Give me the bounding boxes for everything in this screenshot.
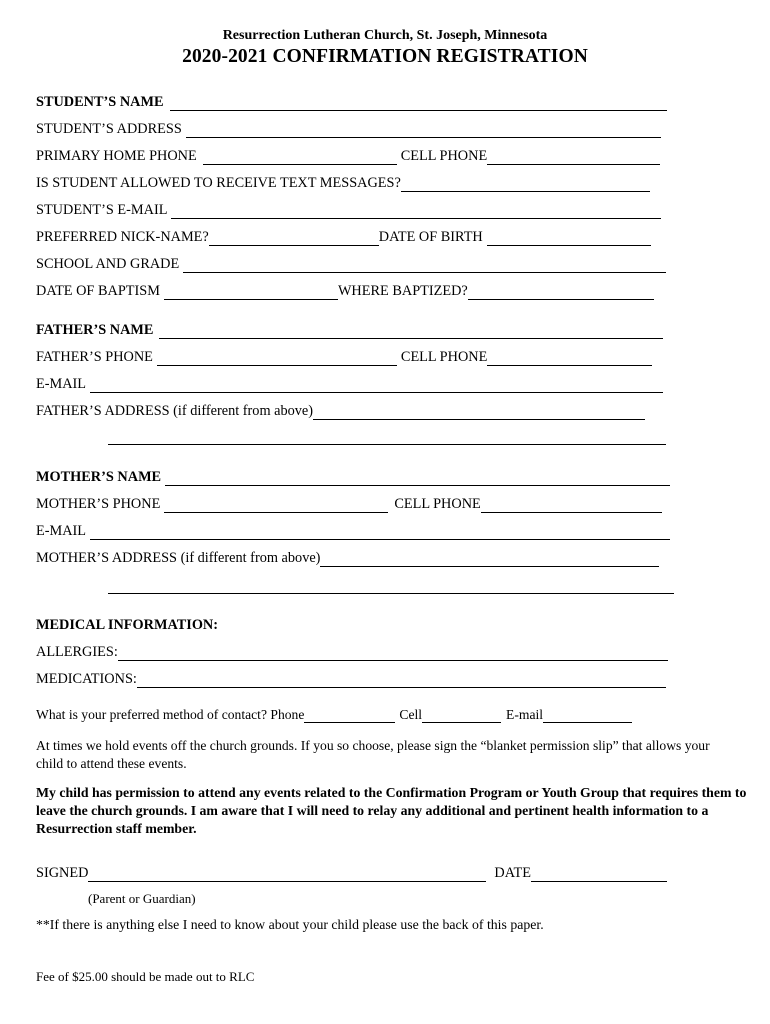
father-address-label: FATHER’S ADDRESS (if different from above) (36, 403, 314, 419)
text-messages-label: IS STUDENT ALLOWED TO RECEIVE TEXT MESSAGES? (36, 175, 401, 191)
text-messages-field[interactable] (401, 178, 650, 192)
mother-phone-field[interactable] (164, 499, 388, 513)
nickname-row (36, 228, 651, 246)
school-field[interactable] (183, 259, 666, 273)
mother-cell-label: CELL PHONE (394, 496, 481, 512)
student-address-field[interactable] (186, 124, 661, 138)
mother-cell-field[interactable] (481, 499, 662, 513)
father-address-field[interactable] (313, 406, 645, 420)
mother-name-row (36, 468, 670, 486)
student-phone-row (36, 147, 660, 165)
student-name-field[interactable] (170, 97, 667, 111)
signed-label: SIGNED (36, 865, 89, 881)
baptized-where-field[interactable] (468, 286, 654, 300)
mother-address-line-2[interactable] (108, 592, 674, 594)
baptism-date-field[interactable] (164, 286, 338, 300)
father-name-row (36, 321, 663, 339)
father-email-field[interactable] (90, 379, 663, 393)
mother-name-field[interactable] (165, 472, 670, 486)
extra-note: **If there is anything else I need to know about your child please use the back of this paper. (36, 917, 544, 932)
student-name-row (36, 93, 667, 111)
date-field[interactable] (531, 868, 667, 882)
allergies-field[interactable] (118, 647, 668, 661)
mother-email-field[interactable] (90, 526, 670, 540)
medications-row (36, 670, 666, 688)
parent-guardian-caption: (Parent or Guardian) (88, 891, 196, 906)
school-label: SCHOOL AND GRADE (36, 256, 180, 272)
permission-intro: At times we hold events off the church grounds. If you so choose, please sign the “blanket permission slip” that allows your child to attend these events. (36, 738, 710, 771)
medical-heading-row (36, 616, 218, 634)
contact-cell-label: Cell (399, 707, 423, 722)
baptism-row (36, 282, 654, 300)
baptized-where-label: WHERE BAPTIZED? (337, 283, 468, 299)
student-email-label: STUDENT’S E-MAIL (36, 202, 168, 218)
mother-address-field[interactable] (320, 553, 659, 567)
mother-name-label: MOTHER’S NAME (36, 469, 162, 485)
baptism-date-label: DATE OF BAPTISM (36, 283, 160, 299)
father-name-field[interactable] (159, 325, 663, 339)
father-address-row (36, 402, 645, 420)
mother-phone-label: MOTHER’S PHONE (36, 496, 161, 512)
father-cell-field[interactable] (487, 352, 652, 366)
allergies-row (36, 643, 668, 661)
contact-question: What is your preferred method of contact? Phone (36, 707, 305, 722)
father-name-label: FATHER’S NAME (36, 322, 154, 338)
father-phone-field[interactable] (157, 352, 397, 366)
nickname-label: PREFERRED NICK-NAME? (36, 229, 209, 245)
father-phone-row (36, 348, 652, 366)
form-title: 2020-2021 CONFIRMATION REGISTRATION (182, 46, 588, 67)
contact-phone-field[interactable] (304, 709, 395, 723)
mother-address-label: MOTHER’S ADDRESS (if different from above) (36, 550, 321, 566)
signature-field[interactable] (88, 868, 486, 882)
medical-heading: MEDICAL INFORMATION: (36, 617, 219, 633)
mother-phone-row (36, 495, 662, 513)
student-email-field[interactable] (171, 205, 661, 219)
student-email-row (36, 201, 661, 219)
allergies-label: ALLERGIES: (36, 644, 118, 660)
father-phone-label: FATHER’S PHONE (36, 349, 153, 365)
permission-statement: My child has permission to attend any events related to the Confirmation Program or Youth Group that requires them to leave the church grounds. I am aware that I will need to relay any additional and pertinent health information to a Resurrection staff member. (36, 785, 747, 836)
text-messages-row (36, 174, 650, 192)
father-address-line-2[interactable] (108, 443, 666, 445)
student-name-label: STUDENT’S NAME (36, 94, 164, 110)
contact-email-label: E-mail (506, 707, 544, 722)
dob-field[interactable] (487, 232, 651, 246)
home-phone-field[interactable] (203, 151, 397, 165)
medications-field[interactable] (137, 674, 666, 688)
school-row (36, 255, 666, 273)
mother-email-row (36, 522, 670, 540)
contact-method-row (36, 705, 632, 723)
mother-address-row (36, 549, 659, 567)
medications-label: MEDICATIONS: (36, 671, 137, 687)
mother-email-label: E-MAIL (36, 523, 87, 539)
contact-cell-field[interactable] (422, 709, 501, 723)
nickname-field[interactable] (209, 232, 379, 246)
contact-email-field[interactable] (543, 709, 632, 723)
father-cell-label: CELL PHONE (400, 349, 488, 365)
date-label: DATE (494, 865, 531, 881)
fee-note: Fee of $25.00 should be made out to RLC (36, 969, 255, 984)
dob-label: DATE OF BIRTH (378, 229, 483, 245)
signature-row (36, 864, 667, 882)
student-cell-label: CELL PHONE (400, 148, 488, 164)
student-address-label: STUDENT’S ADDRESS (36, 121, 182, 137)
student-cell-field[interactable] (487, 151, 660, 165)
student-address-row (36, 120, 661, 138)
father-email-row (36, 375, 663, 393)
church-name: Resurrection Lutheran Church, St. Joseph, Minnesota (222, 28, 548, 43)
father-email-label: E-MAIL (36, 376, 87, 392)
home-phone-label: PRIMARY HOME PHONE (36, 148, 197, 164)
